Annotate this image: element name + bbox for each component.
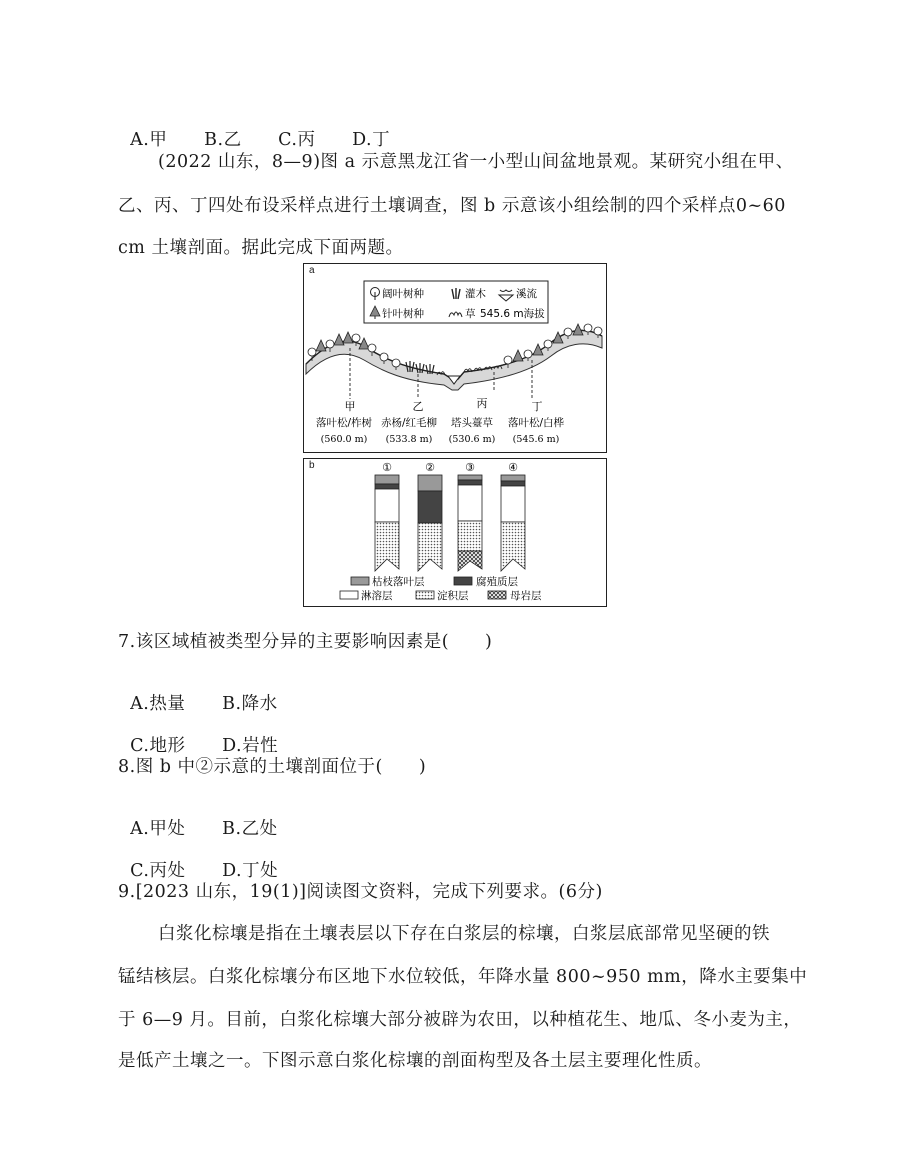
site-yi-name: 乙	[412, 400, 424, 413]
column-4-label: ④	[508, 461, 518, 474]
q8-option-c: C.丙处	[130, 861, 186, 881]
site-yi-veg: 赤杨/红毛柳	[380, 417, 438, 429]
intro-line-1: (2022 山东，8—9)图 a 示意黑龙江省一小型山间盆地景观。某研究小组在甲、	[158, 152, 794, 172]
legend-illuvial: 淀积层	[437, 590, 469, 602]
q8-option-b: B.乙处	[222, 819, 278, 839]
column-3-label: ③	[465, 461, 475, 474]
legend-illuvial-swatch	[416, 591, 434, 599]
q7-options-row1	[118, 670, 278, 715]
legend-eluvial-swatch	[340, 591, 358, 599]
legend-shrub: 灌木	[465, 288, 486, 300]
site-jia-veg: 落叶松/柞树	[315, 417, 373, 429]
legend-elevation: 545.6 m海拔	[480, 308, 545, 320]
q9-para-line-4: 是低产土壤之一。下图示意白浆化棕壤的剖面构型及各土层主要理化性质。	[118, 1051, 712, 1071]
q7-option-b: B.降水	[222, 694, 278, 714]
q7-option-a: A.热量	[130, 694, 186, 714]
q8-option-d: D.丁处	[222, 861, 279, 881]
q7-options-row2	[118, 712, 278, 757]
option-c: C.丙	[278, 130, 316, 150]
figure-a-label: a	[309, 265, 315, 276]
legend-litter: 枯枝落叶层	[372, 576, 425, 588]
option-b: B.乙	[204, 130, 242, 150]
site-jia-name: 甲	[344, 400, 356, 413]
q8-options-row2	[118, 837, 278, 882]
site-bing-elev: (530.6 m)	[448, 434, 496, 445]
legend-humus-swatch	[454, 577, 472, 585]
figure-b-soil-profiles	[303, 458, 607, 607]
legend-conifer: 针叶树种	[382, 308, 424, 320]
q8-option-a: A.甲处	[130, 819, 186, 839]
q7-stem: 7.该区域植被类型分异的主要影响因素是( )	[118, 632, 493, 652]
q9-para-line-2: 锰结核层。白浆化棕壤分布区地下水位较低，年降水量 800~950 mm，降水主要集中	[118, 967, 808, 987]
site-ding-veg: 落叶松/白桦	[507, 417, 565, 429]
q8-stem: 8.图 b 中②示意的土壤剖面位于( )	[118, 757, 427, 777]
intro-line-3: cm 土壤剖面。据此完成下面两题。	[118, 238, 404, 258]
soil-column-3	[458, 475, 482, 571]
column-1-label: ①	[382, 461, 392, 474]
legend-eluvial: 淋溶层	[361, 590, 393, 602]
figure-b-label: b	[309, 460, 315, 471]
option-d: D.丁	[352, 130, 391, 150]
q7-option-c: C.地形	[130, 736, 186, 756]
soil-column-1	[375, 475, 399, 571]
legend-litter-swatch	[351, 577, 369, 585]
site-bing-veg: 塔头薹草	[451, 417, 493, 429]
column-2-label: ②	[425, 461, 435, 474]
q9-para-line-1: 白浆化棕壤是指在土壤表层以下存在白浆层的棕壤，白浆层底部常见坚硬的铁	[158, 924, 770, 944]
option-a: A.甲	[130, 130, 168, 150]
q7-option-d: D.岩性	[222, 736, 279, 756]
soil-column-4	[501, 475, 525, 571]
site-ding-name: 丁	[531, 400, 543, 413]
site-yi-elev: (533.8 m)	[385, 434, 433, 445]
prev-question-options	[118, 106, 390, 151]
legend-broadleaf: 阔叶树种	[382, 288, 424, 300]
soil-column-2	[418, 475, 442, 571]
figure-a-landscape	[303, 263, 607, 453]
q9-stem: 9.[2023 山东，19(1)]阅读图文资料，完成下列要求。(6分)	[118, 882, 603, 902]
site-ding-elev: (545.6 m)	[512, 434, 560, 445]
legend-parent: 母岩层	[510, 590, 542, 602]
site-bing-name: 丙	[476, 397, 488, 410]
legend-grass: 草	[465, 308, 476, 320]
legend-stream: 溪流	[516, 288, 537, 300]
legend-parent-swatch	[488, 591, 506, 599]
q9-para-line-3: 于 6—9 月。目前，白浆化棕壤大部分被辟为农田，以种植花生、地瓜、冬小麦为主，	[118, 1010, 802, 1030]
q8-options-row1	[118, 795, 278, 840]
intro-line-2: 乙、丙、丁四处布设采样点进行土壤调查，图 b 示意该小组绘制的四个采样点0~60	[118, 196, 786, 216]
legend-humus: 腐殖质层	[476, 576, 518, 588]
site-jia-elev: (560.0 m)	[320, 434, 368, 445]
